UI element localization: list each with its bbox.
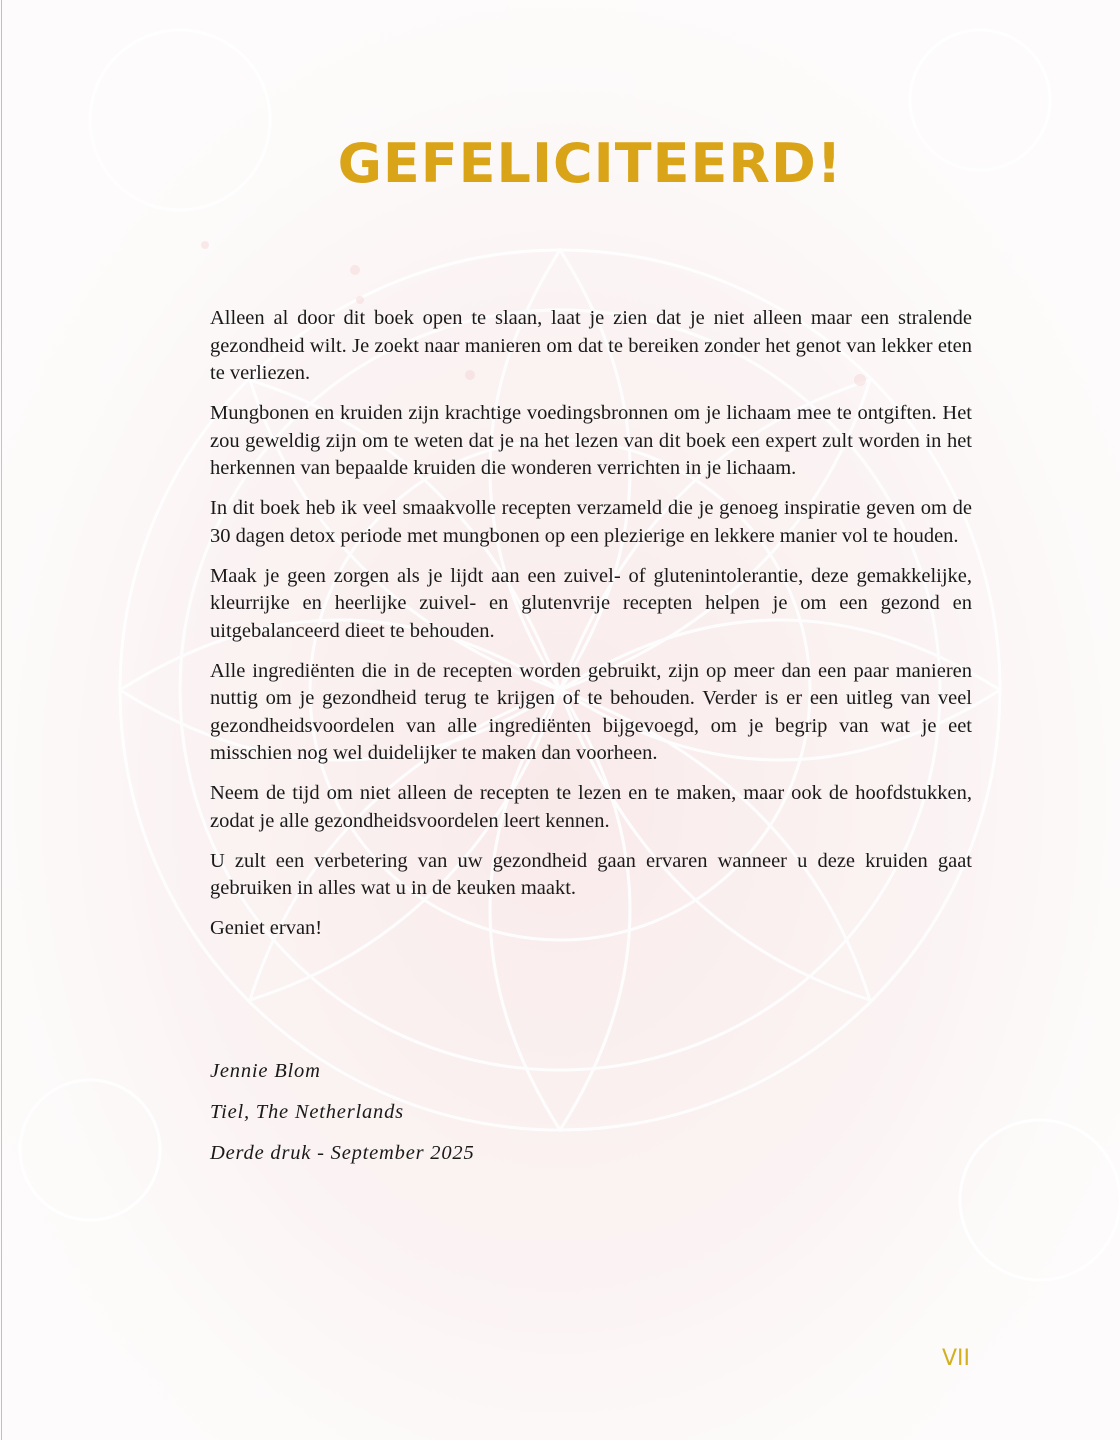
paragraph: Geniet ervan!: [210, 917, 323, 939]
page-title: GEFELICITEERD!: [337, 132, 843, 195]
paragraph: Alle ingrediënten die in de recepten worden gebruikt, zijn op meer dan een paar manieren nuttig om je gezondheid terug te krijgen of te behouden. Verder is er een uitleg van veel gezondheidsvoordelen van alle ingrediënten bijgevoegd, om je begrip van wat je eet misschien nog wel duidelijker te maken dan voorheen.: [210, 659, 972, 764]
body-text: [210, 305, 972, 955]
paragraph: Mungbonen en kruiden zijn krachtige voedingsbronnen om je lichaam mee te ontgiften. Het zou geweldig zijn om te weten dat je na het lezen van dit boek een expert zult worden in het herkennen van bepaalde kruiden die wonderen verrichten in je lichaam.: [210, 402, 972, 479]
paragraph: Maak je geen zorgen als je lijdt aan een zuivel- of glutenintolerantie, deze gemakkelijke, kleurrijke en heerlijke zuivel- en glutenvrije recepten helpen je om een gezond en uitgebalanceerd dieet te behouden.: [210, 564, 972, 642]
signature-block: [210, 1058, 710, 1181]
paragraph: In dit boek heb ik veel smaakvolle recepten verzameld die je genoeg inspiratie geven om de 30 dagen detox periode met mungbonen op een plezierige en lekkere manier vol te houden.: [210, 497, 972, 547]
paragraph: Neem de tijd om niet alleen de recepten te lezen en te maken, maar ook de hoofdstukken, zodat je alle gezondheidsvoordelen leert kennen.: [210, 782, 972, 832]
paragraph: Alleen al door dit boek open te slaan, laat je zien dat je niet alleen maar een stralende gezondheid wilt. Je zoekt naar manieren om dat te bereiken zonder het genot van lekker eten te verliezen.: [210, 307, 972, 384]
paragraph: U zult een verbetering van uw gezondheid gaan ervaren wanneer u deze kruiden gaat gebruiken in alles wat u in de keuken maakt.: [210, 849, 972, 899]
edition-date: Derde druk - September 2025: [210, 1142, 475, 1164]
author-location: Tiel, The Netherlands: [210, 1101, 404, 1123]
page-number: VII: [942, 1346, 971, 1371]
author-name: Jennie Blom: [210, 1060, 321, 1082]
